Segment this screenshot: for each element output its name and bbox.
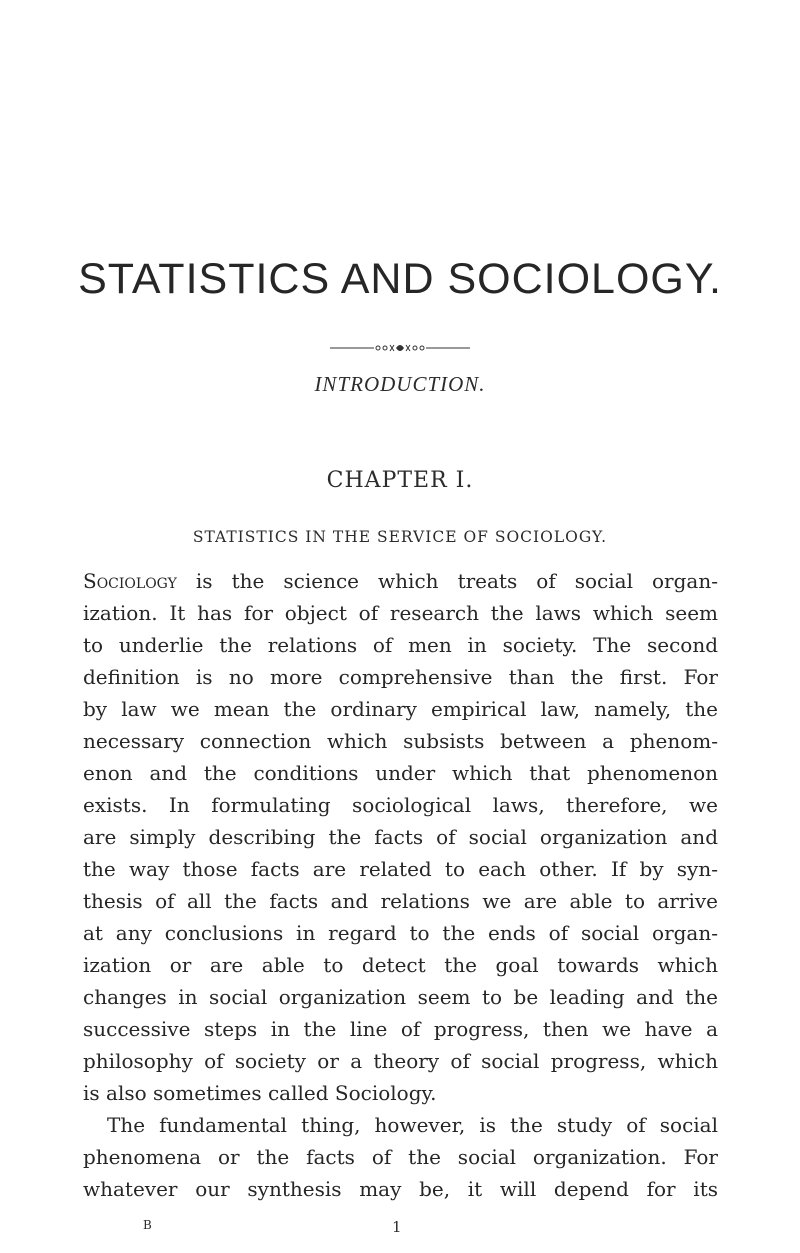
page-footer (0, 1218, 800, 1240)
body-text (83, 565, 718, 1205)
introduction-heading: INTRODUCTION. (314, 372, 486, 396)
text-line: to underlie the relations of men in society. The second (83, 633, 718, 657)
text-line: Sociology is the science which treats of social organ- (83, 569, 718, 593)
text-line: ization. It has for object of research the laws which seem (83, 601, 718, 625)
text-line: by law we mean the ordinary empirical law, namely, the (83, 697, 718, 721)
text-line: enon and the conditions under which that phenomenon (83, 761, 718, 785)
text-line: exists. In formulating sociological laws, therefore, we (83, 793, 718, 817)
text-line: necessary connection which subsists between a phenom- (83, 729, 718, 753)
text-line: are simply describing the facts of social organization and (83, 825, 718, 849)
text-line: is also sometimes called Sociology. (83, 1081, 437, 1105)
signature-mark: B (143, 1218, 152, 1232)
text-line: changes in social organization seem to be leading and the (83, 985, 718, 1009)
text-line: whatever our synthesis may be, it will depend for its (83, 1177, 718, 1201)
text-line: philosophy of society or a theory of social progress, which (83, 1049, 718, 1073)
text-line: The fundamental thing, however, is the study of social (107, 1113, 718, 1137)
page-title: STATISTICS AND SOCIOLOGY. (78, 255, 722, 303)
page-number: 1 (392, 1218, 402, 1236)
text-line: at any conclusions in regard to the ends of social organ- (83, 921, 718, 945)
text-line: thesis of all the facts and relations we are able to arrive (83, 889, 718, 913)
text-line: definition is no more comprehensive than the first. For (83, 665, 718, 689)
text-line: ization or are able to detect the goal towards which (83, 953, 718, 977)
decorative-rule-icon (330, 342, 470, 354)
text-line: phenomena or the facts of the social organization. For (83, 1145, 718, 1169)
chapter-subtitle: STATISTICS IN THE SERVICE OF SOCIOLOGY. (192, 528, 608, 546)
text-line: the way those facts are related to each other. If by syn- (83, 857, 718, 881)
text-line: successive steps in the line of progress, then we have a (83, 1017, 718, 1041)
chapter-heading: CHAPTER I. (326, 468, 474, 493)
opening-word: Sociology (83, 569, 177, 593)
